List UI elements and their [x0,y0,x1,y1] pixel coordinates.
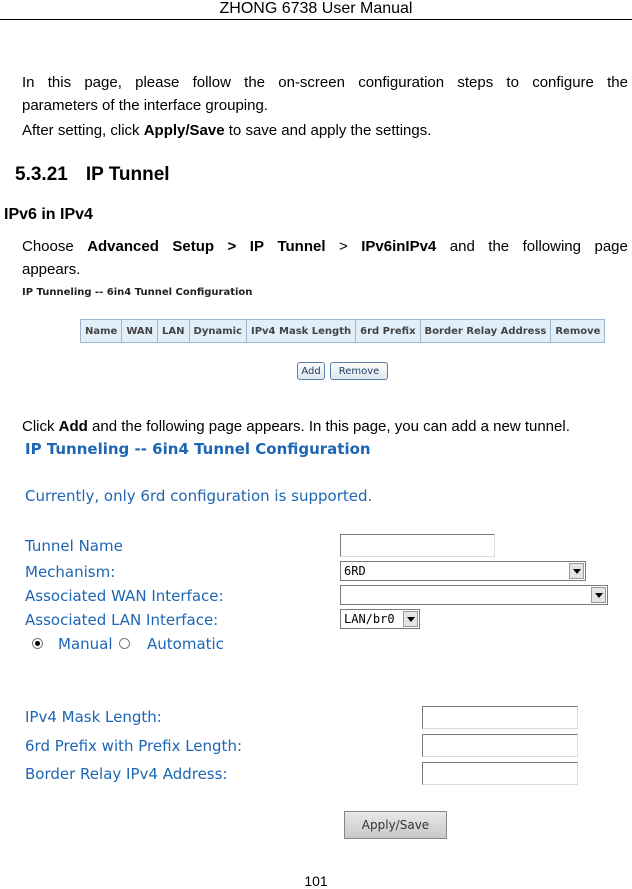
form-note: Currently, only 6rd configuration is supported. [25,487,373,505]
lan-interface-value: LAN/br0 [344,612,395,626]
lan-interface-select[interactable] [340,609,420,629]
apply-suffix: to save and apply the settings. [224,122,432,139]
tunnel-list-table [80,319,605,343]
col-wan: WAN [122,320,158,343]
menu-tunnel: Tunnel [277,238,326,255]
intro-apply-instruction [22,120,431,142]
tunnel-name-label: Tunnel Name [25,537,123,555]
apply-prefix: After setting, click [22,122,144,139]
automatic-label: Automatic [147,635,224,653]
border-relay-input[interactable] [422,762,578,785]
6rd-prefix-input[interactable] [422,734,578,757]
page-number: 101 [304,873,328,889]
text-following: following [522,238,581,255]
automatic-radio[interactable] [119,638,130,649]
chevron-down-icon[interactable] [591,587,606,603]
text-the: the [488,238,510,255]
apply-save-button[interactable]: Apply/Save [344,811,447,839]
wan-interface-select[interactable] [340,585,608,605]
col-remove: Remove [551,320,605,343]
intro-line-2: parameters of the interface grouping. [22,97,268,114]
tunnel-name-input[interactable] [340,534,495,557]
mechanism-select[interactable] [340,561,586,581]
border-relay-label: Border Relay IPv4 Address: [25,765,228,783]
tunnel-list-header-row [81,320,605,343]
manual-radio[interactable] [32,638,43,649]
manual-label: Manual [58,635,113,653]
click-add-instruction [22,416,570,438]
header-divider [0,19,632,20]
text-page: page [594,238,628,255]
intro-line-1: In this page, please follow the on-screen configuration steps to configure the [22,74,628,91]
subsection-heading: IPv6 in IPv4 [4,206,93,223]
menu-separator-2: > [338,238,348,255]
remove-button[interactable]: Remove [330,362,388,380]
col-name: Name [81,320,122,343]
section-heading [15,164,170,186]
chevron-down-icon[interactable] [403,611,418,627]
col-6rd-prefix: 6rd Prefix [356,320,420,343]
col-lan: LAN [158,320,189,343]
choose-word: Choose [22,238,74,255]
click-add-prefix: Click [22,418,59,435]
menu-separator: > [227,238,237,255]
text-and: and [449,238,475,255]
apply-keyword: Apply/Save [143,122,225,139]
chevron-down-icon[interactable] [569,563,584,579]
page-header-title: ZHONG 6738 User Manual [219,0,413,17]
click-add-suffix: and the following page appears. In this page, you can add a new tunnel. [87,418,570,435]
wan-interface-label: Associated WAN Interface: [25,587,224,605]
form-title: IP Tunneling -- 6in4 Tunnel Configuration [25,440,371,458]
col-dynamic: Dynamic [189,320,246,343]
6rd-prefix-label: 6rd Prefix with Prefix Length: [25,737,243,755]
mechanism-label: Mechanism: [25,563,116,581]
section-title: IP Tunnel [85,164,170,185]
mechanism-value: 6RD [344,564,366,578]
lan-interface-label: Associated LAN Interface: [25,611,219,629]
choose-path-line-2: appears. [22,261,81,278]
ipv4-mask-length-label: IPv4 Mask Length: [25,708,162,726]
list-screenshot-title: IP Tunneling -- 6in4 Tunnel Configuration [22,287,253,298]
col-ipv4-mask-length: IPv4 Mask Length [246,320,355,343]
menu-ipv6inipv4: IPv6inIPv4 [361,238,437,255]
section-number: 5.3.21 [15,164,68,185]
col-border-relay-address: Border Relay Address [420,320,551,343]
menu-setup: Setup [172,238,215,255]
menu-ip: IP [249,238,264,255]
menu-advanced: Advanced [87,238,159,255]
choose-path-line [22,236,628,258]
ipv4-mask-length-input[interactable] [422,706,578,729]
add-button[interactable]: Add [297,362,325,380]
click-add-keyword: Add [58,418,88,435]
